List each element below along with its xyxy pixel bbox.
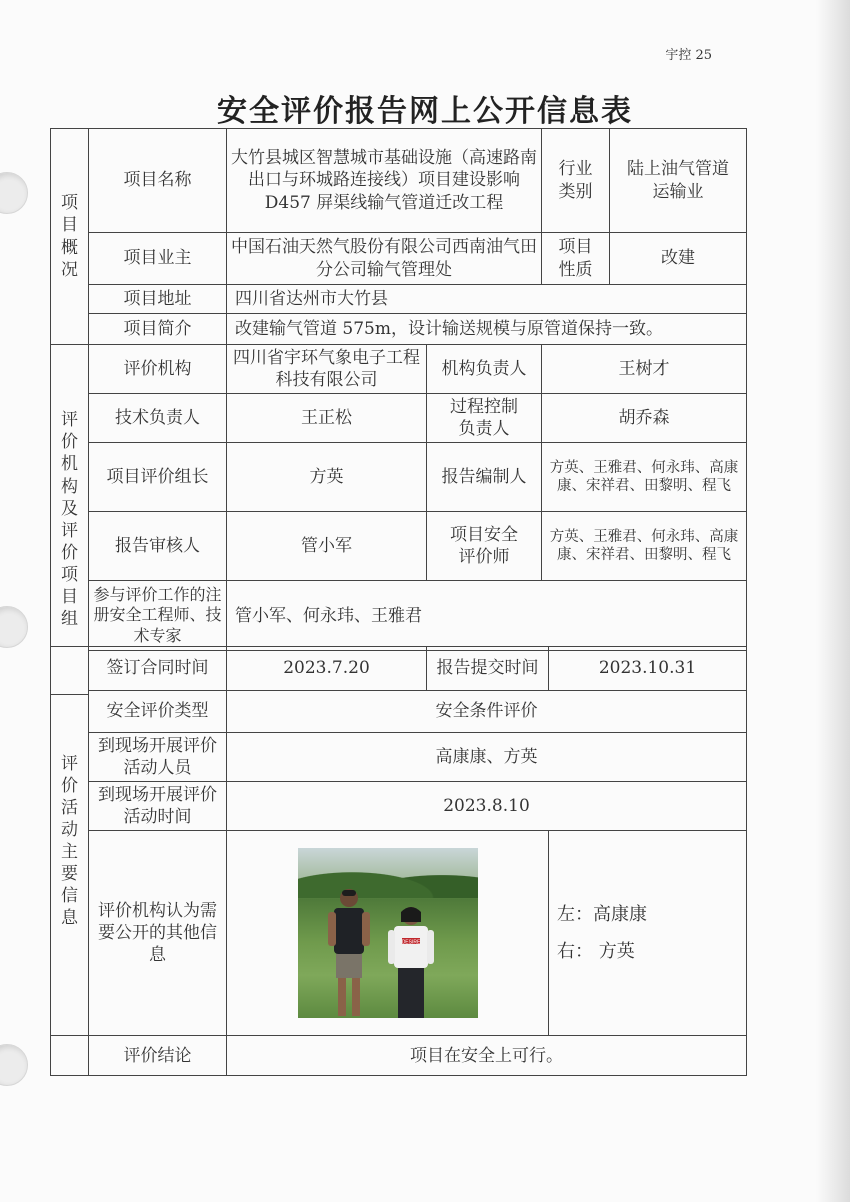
punch-hole	[0, 1044, 28, 1086]
page-edge-shadow	[816, 0, 850, 1202]
section-blank	[51, 1036, 89, 1076]
report-writer-label: 报告编制人	[427, 443, 542, 512]
evaluator-value: 方英、王雅君、何永玮、高康康、宋祥君、田黎明、程飞	[542, 512, 747, 581]
conclusion-value: 项目在安全上可行。	[227, 1036, 747, 1076]
site-time-value: 2023.8.10	[227, 782, 747, 831]
site-people-value: 高康康、方英	[227, 733, 747, 782]
document-code: 宇控 25	[665, 48, 712, 63]
section-agency-team: 评 价 机 构 及 评 价 项 目 组	[51, 345, 89, 695]
experts-value: 管小军、何永玮、王雅君	[227, 581, 747, 651]
nature-value: 改建	[610, 233, 747, 285]
reviewer-value: 管小军	[227, 512, 427, 581]
contract-date-label: 签订合同时间	[89, 647, 227, 691]
shirt-text: DESIRE	[401, 939, 420, 946]
agency-head-value: 王树才	[542, 345, 747, 394]
process-lead-value: 胡乔森	[542, 394, 747, 443]
site-time-label: 到现场开展评价活动时间	[89, 782, 227, 831]
process-lead-label: 过程控制 负责人	[427, 394, 542, 443]
punch-hole	[0, 172, 28, 214]
photo-person-right	[386, 904, 436, 1018]
site-people-label: 到现场开展评价活动人员	[89, 733, 227, 782]
punch-hole	[0, 606, 28, 648]
photo-caption-right: 右： 方英	[557, 941, 635, 963]
section-project-overview: 项 目 概 况	[51, 129, 89, 345]
report-writer-value: 方英、王雅君、何永玮、高康康、宋祥君、田黎明、程飞	[542, 443, 747, 512]
conclusion-label: 评价结论	[89, 1036, 227, 1076]
reviewer-label: 报告审核人	[89, 512, 227, 581]
section-activity-info: 评 价 活 动 主 要 信 息	[51, 647, 89, 1036]
photo-caption-cell	[549, 831, 747, 1036]
photo-hills	[298, 858, 478, 898]
address-value: 四川省达州市大竹县	[227, 285, 747, 314]
eval-type-value: 安全条件评价	[227, 691, 747, 733]
document-title: 安全评价报告网上公开信息表	[217, 94, 633, 129]
submit-date-label: 报告提交时间	[427, 647, 549, 691]
evaluator-label: 项目安全 评价师	[427, 512, 542, 581]
industry-value: 陆上油气管道 运输业	[610, 129, 747, 233]
site-photo-cell	[227, 831, 549, 1036]
agency-head-label: 机构负责人	[427, 345, 542, 394]
tech-lead-label: 技术负责人	[89, 394, 227, 443]
contract-date-value: 2023.7.20	[227, 647, 427, 691]
submit-date-value: 2023.10.31	[549, 647, 747, 691]
project-name-value: 大竹县城区智慧城市基础设施（高速路南出口与环城路连接线）项目建设影响D457 屏渠线输气管道迁改工程	[227, 129, 542, 233]
summary-value: 改建输气管道 575m，设计输送规模与原管道保持一致。	[227, 314, 747, 345]
nature-label: 项目 性质	[542, 233, 610, 285]
team-leader-label: 项目评价组长	[89, 443, 227, 512]
address-label: 项目地址	[89, 285, 227, 314]
tech-lead-value: 王正松	[227, 394, 427, 443]
project-name-label: 项目名称	[89, 129, 227, 233]
agency-value: 四川省宇环气象电子工程科技有限公司	[227, 345, 427, 394]
eval-type-label: 安全评价类型	[89, 691, 227, 733]
experts-label: 参与评价工作的注册安全工程师、技术专家	[89, 581, 227, 651]
other-info-label: 评价机构认为需要公开的其他信息	[89, 831, 227, 1036]
activity-table	[50, 646, 747, 1076]
photo-caption-left: 左：高康康	[557, 903, 647, 925]
photo-person-left	[326, 886, 372, 1018]
summary-label: 项目简介	[89, 314, 227, 345]
owner-value: 中国石油天然气股份有限公司西南油气田分公司输气管理处	[227, 233, 542, 285]
owner-label: 项目业主	[89, 233, 227, 285]
team-leader-value: 方英	[227, 443, 427, 512]
agency-label: 评价机构	[89, 345, 227, 394]
industry-label: 行业 类别	[542, 129, 610, 233]
info-table	[50, 128, 747, 695]
site-photo	[298, 848, 478, 1018]
